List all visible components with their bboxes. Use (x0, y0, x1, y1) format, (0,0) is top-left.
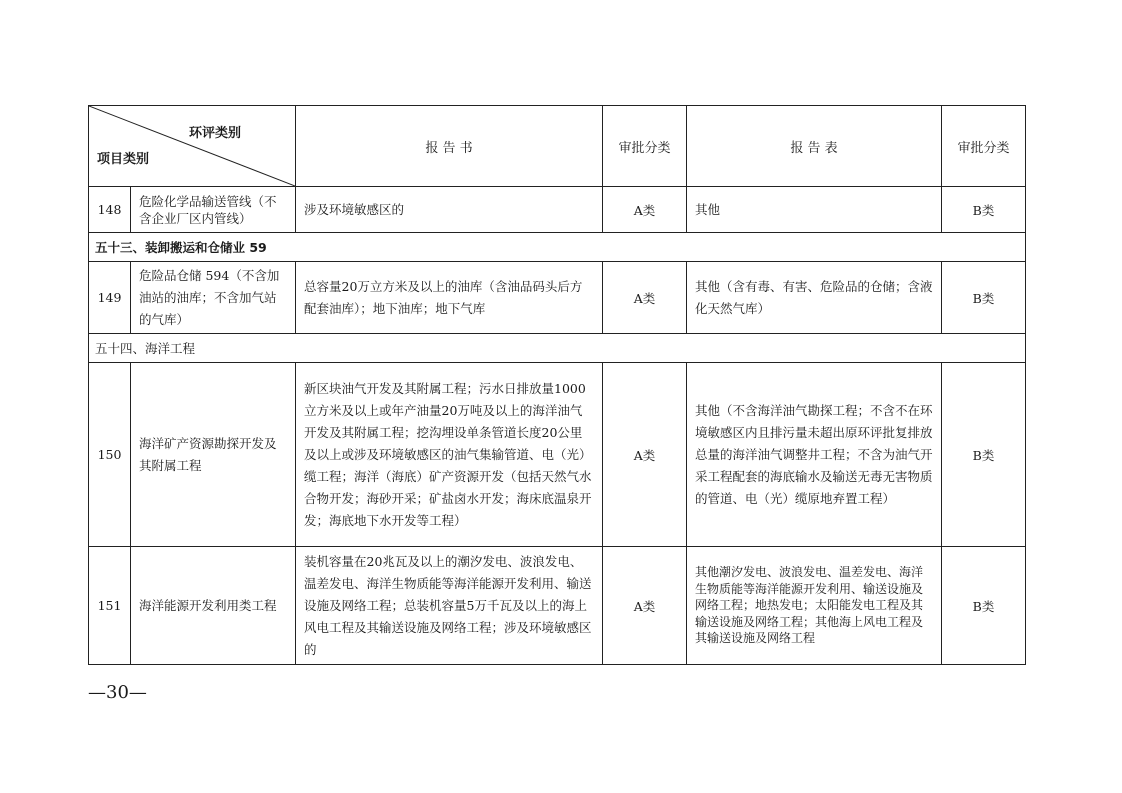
report-form-criteria: 其他（含有毒、有害、危险品的仓储；含液化天然气库） (687, 262, 942, 334)
report-book-criteria: 涉及环境敏感区的 (296, 187, 603, 233)
section-heading: 五十四、海洋工程 (89, 334, 1026, 363)
corner-top-label: 环评类别 (189, 126, 242, 141)
report-book-criteria: 装机容量在20兆瓦及以上的潮汐发电、波浪发电、温差发电、海洋生物质能等海洋能源开发利用、输送设施及网络工程；总装机容量5万千瓦及以上的海上风电工程及其输送设施及网络工程；涉及环境敏感区的 (296, 547, 603, 665)
table-row (89, 262, 1026, 334)
project-category: 海洋能源开发利用类工程 (131, 547, 296, 665)
report-form-class: B类 (942, 547, 1026, 665)
project-category: 危险品仓储 594（不含加油站的油库；不含加气站的气库） (131, 262, 296, 334)
report-book-criteria: 总容量20万立方米及以上的油库（含油品码头后方配套油库）；地下油库；地下气库 (296, 262, 603, 334)
table-row (89, 363, 1026, 547)
report-form-criteria: 其他（不含海洋油气勘探工程；不含不在环境敏感区内且排污量未超出原环评批复排放总量的海洋油气调整井工程；不含为油气开采工程配套的海底输水及输送无毒无害物质的管道、电（光）缆原地弃置工程） (687, 363, 942, 547)
report-form-header: 报 告 表 (687, 106, 942, 187)
report-form-class: B类 (942, 187, 1026, 233)
row-number: 149 (89, 262, 131, 334)
report-book-criteria: 新区块油气开发及其附属工程；污水日排放量1000立方米及以上或年产油量20万吨及以上的海洋油气开发及其附属工程；挖沟埋设单条管道长度20公里及以上或涉及环境敏感区的油气集输管道、电（光）缆工程；海洋（海底）矿产资源开发（包括天然气水合物开发；海砂开采；矿盐卤水开发；海床底温泉开发；海底地下水开发等工程） (296, 363, 603, 547)
diagonal-line (89, 106, 295, 186)
project-category: 危险化学品输送管线（不含企业厂区内管线） (131, 187, 296, 233)
row-number: 151 (89, 547, 131, 665)
report-form-class: B类 (942, 262, 1026, 334)
report-form-class: B类 (942, 363, 1026, 547)
diagonal-header-cell (89, 106, 296, 187)
row-number: 148 (89, 187, 131, 233)
page-number: —30— (88, 682, 147, 703)
approval-class-header-1: 审批分类 (603, 106, 687, 187)
report-book-class: A类 (603, 547, 687, 665)
report-book-class: A类 (603, 363, 687, 547)
section-row (89, 334, 1026, 363)
classification-table (88, 105, 1026, 665)
section-heading: 五十三、装卸搬运和仓储业 59 (89, 233, 1026, 262)
header-row (89, 106, 1026, 187)
report-book-header: 报 告 书 (296, 106, 603, 187)
approval-class-header-2: 审批分类 (942, 106, 1026, 187)
report-book-class: A类 (603, 187, 687, 233)
report-form-criteria: 其他 (687, 187, 942, 233)
project-category: 海洋矿产资源勘探开发及其附属工程 (131, 363, 296, 547)
table-row (89, 187, 1026, 233)
report-form-criteria: 其他潮汐发电、波浪发电、温差发电、海洋生物质能等海洋能源开发利用、输送设施及网络工程；地热发电；太阳能发电工程及其输送设施及网络工程；其他海上风电工程及其输送设施及网络工程 (687, 547, 942, 665)
corner-bottom-label: 项目类别 (97, 152, 150, 167)
report-book-class: A类 (603, 262, 687, 334)
section-row (89, 233, 1026, 262)
row-number: 150 (89, 363, 131, 547)
table-row (89, 547, 1026, 665)
